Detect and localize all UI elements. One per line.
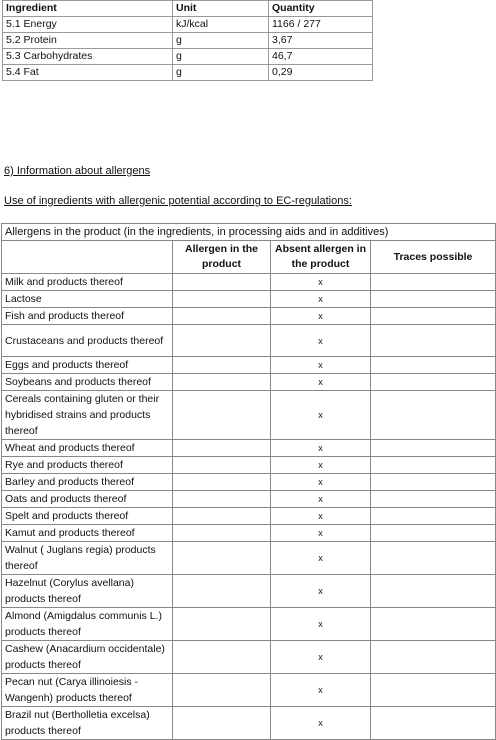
allergen-row (2, 391, 496, 440)
allergen-row (2, 525, 496, 542)
allergen-traces-cell (371, 440, 496, 457)
nutrition-header-ingredient: Ingredient (3, 1, 173, 17)
allergen-name: Crustaceans and products thereof (2, 325, 173, 357)
allergen-row (2, 357, 496, 374)
allergen-name: Spelt and products thereof (2, 508, 173, 525)
allergen-name: Walnut ( Juglans regia) products thereof (2, 542, 173, 575)
allergen-name: Cereals containing gluten or their hybridised strains and products thereof (2, 391, 173, 440)
allergen-traces-cell (371, 508, 496, 525)
allergens-header-row (2, 241, 496, 274)
nutrition-cell-ingredient: 5.3 Carbohydrates (3, 49, 173, 65)
allergen-name: Eggs and products thereof (2, 357, 173, 374)
nutrition-cell-quantity: 1166 / 277 (269, 17, 373, 33)
nutrition-row (3, 65, 373, 81)
allergen-name: Brazil nut (Bertholletia excelsa) products thereof (2, 707, 173, 740)
allergen-absent-cell: x (271, 391, 371, 440)
allergen-in-cell (173, 325, 271, 357)
allergens-table (1, 223, 496, 740)
allergen-traces-cell (371, 325, 496, 357)
allergen-name: Barley and products thereof (2, 474, 173, 491)
allergen-absent-cell: x (271, 641, 371, 674)
allergen-absent-cell: x (271, 308, 371, 325)
allergen-row (2, 674, 496, 707)
allergen-row (2, 274, 496, 291)
allergen-absent-cell: x (271, 707, 371, 740)
allergen-in-cell (173, 542, 271, 575)
nutrition-cell-quantity: 3,67 (269, 33, 373, 49)
allergen-row (2, 325, 496, 357)
allergen-absent-cell: x (271, 608, 371, 641)
allergens-table-title: Allergens in the product (in the ingredients, in processing aids and in additives) (2, 224, 496, 241)
nutrition-cell-quantity: 46,7 (269, 49, 373, 65)
nutrition-header-unit: Unit (173, 1, 269, 17)
allergen-traces-cell (371, 357, 496, 374)
allergen-in-cell (173, 274, 271, 291)
nutrition-header-row (3, 1, 373, 17)
allergen-name: Oats and products thereof (2, 491, 173, 508)
nutrition-cell-unit: g (173, 65, 269, 81)
allergen-in-cell (173, 474, 271, 491)
allergens-header-absent: Absent allergen in the product (271, 241, 371, 274)
allergen-row (2, 374, 496, 391)
allergen-row (2, 440, 496, 457)
allergen-absent-cell: x (271, 274, 371, 291)
allergen-traces-cell (371, 641, 496, 674)
nutrition-cell-quantity: 0,29 (269, 65, 373, 81)
allergen-row (2, 491, 496, 508)
allergen-in-cell (173, 291, 271, 308)
allergen-traces-cell (371, 491, 496, 508)
allergen-name: Milk and products thereof (2, 274, 173, 291)
allergen-in-cell (173, 440, 271, 457)
allergen-absent-cell: x (271, 325, 371, 357)
nutrition-row (3, 49, 373, 65)
allergen-absent-cell: x (271, 440, 371, 457)
section-title: 6) Information about allergens (4, 165, 151, 177)
allergen-traces-cell (371, 374, 496, 391)
nutrition-cell-unit: g (173, 33, 269, 49)
allergen-in-cell (173, 608, 271, 641)
allergen-in-cell (173, 707, 271, 740)
allergens-header-in: Allergen in the product (173, 241, 271, 274)
allergen-row (2, 542, 496, 575)
allergen-traces-cell (371, 608, 496, 641)
allergen-name: Hazelnut (Corylus avellana) products thereof (2, 575, 173, 608)
nutrition-cell-unit: kJ/kcal (173, 17, 269, 33)
allergen-row (2, 457, 496, 474)
allergen-row (2, 308, 496, 325)
nutrition-cell-ingredient: 5.2 Protein (3, 33, 173, 49)
allergens-title-row (2, 224, 496, 241)
nutrition-cell-unit: g (173, 49, 269, 65)
allergen-in-cell (173, 491, 271, 508)
allergens-header-traces: Traces possible (371, 241, 496, 274)
allergen-traces-cell (371, 575, 496, 608)
allergen-name: Cashew (Anacardium occidentale) products thereof (2, 641, 173, 674)
allergen-absent-cell: x (271, 357, 371, 374)
allergen-in-cell (173, 308, 271, 325)
allergen-name: Lactose (2, 291, 173, 308)
section-intro: Use of ingredients with allergenic potential according to EC-regulations: (4, 195, 352, 207)
allergen-name: Kamut and products thereof (2, 525, 173, 542)
allergen-absent-cell: x (271, 674, 371, 707)
allergen-name: Rye and products thereof (2, 457, 173, 474)
allergen-in-cell (173, 508, 271, 525)
nutrition-cell-ingredient: 5.1 Energy (3, 17, 173, 33)
allergen-in-cell (173, 641, 271, 674)
allergen-traces-cell (371, 474, 496, 491)
allergen-in-cell (173, 575, 271, 608)
allergen-traces-cell (371, 457, 496, 474)
allergen-row (2, 575, 496, 608)
allergen-name: Fish and products thereof (2, 308, 173, 325)
nutrition-row (3, 17, 373, 33)
allergen-absent-cell: x (271, 542, 371, 575)
allergen-in-cell (173, 457, 271, 474)
nutrition-cell-ingredient: 5.4 Fat (3, 65, 173, 81)
allergen-row (2, 291, 496, 308)
allergen-traces-cell (371, 291, 496, 308)
allergen-absent-cell: x (271, 474, 371, 491)
allergen-in-cell (173, 525, 271, 542)
allergen-traces-cell (371, 674, 496, 707)
allergen-in-cell (173, 374, 271, 391)
allergen-traces-cell (371, 274, 496, 291)
allergen-absent-cell: x (271, 291, 371, 308)
allergens-header-blank (2, 241, 173, 274)
allergen-traces-cell (371, 542, 496, 575)
allergen-in-cell (173, 391, 271, 440)
allergen-absent-cell: x (271, 575, 371, 608)
allergen-absent-cell: x (271, 374, 371, 391)
nutrition-row (3, 33, 373, 49)
allergen-name: Soybeans and products thereof (2, 374, 173, 391)
allergen-absent-cell: x (271, 508, 371, 525)
allergen-traces-cell (371, 391, 496, 440)
nutrition-table (2, 0, 373, 81)
allergen-traces-cell (371, 707, 496, 740)
allergen-row (2, 608, 496, 641)
allergen-row (2, 508, 496, 525)
nutrition-header-quantity: Quantity (269, 1, 373, 17)
allergen-absent-cell: x (271, 491, 371, 508)
allergen-name: Pecan nut (Carya illinoiesis - Wangenh) products thereof (2, 674, 173, 707)
allergen-traces-cell (371, 525, 496, 542)
allergen-in-cell (173, 674, 271, 707)
allergen-in-cell (173, 357, 271, 374)
allergen-absent-cell: x (271, 457, 371, 474)
allergen-row (2, 641, 496, 674)
allergen-row (2, 474, 496, 491)
allergen-name: Wheat and products thereof (2, 440, 173, 457)
allergen-row (2, 707, 496, 740)
allergen-absent-cell: x (271, 525, 371, 542)
allergen-name: Almond (Amigdalus communis L.) products thereof (2, 608, 173, 641)
allergen-traces-cell (371, 308, 496, 325)
